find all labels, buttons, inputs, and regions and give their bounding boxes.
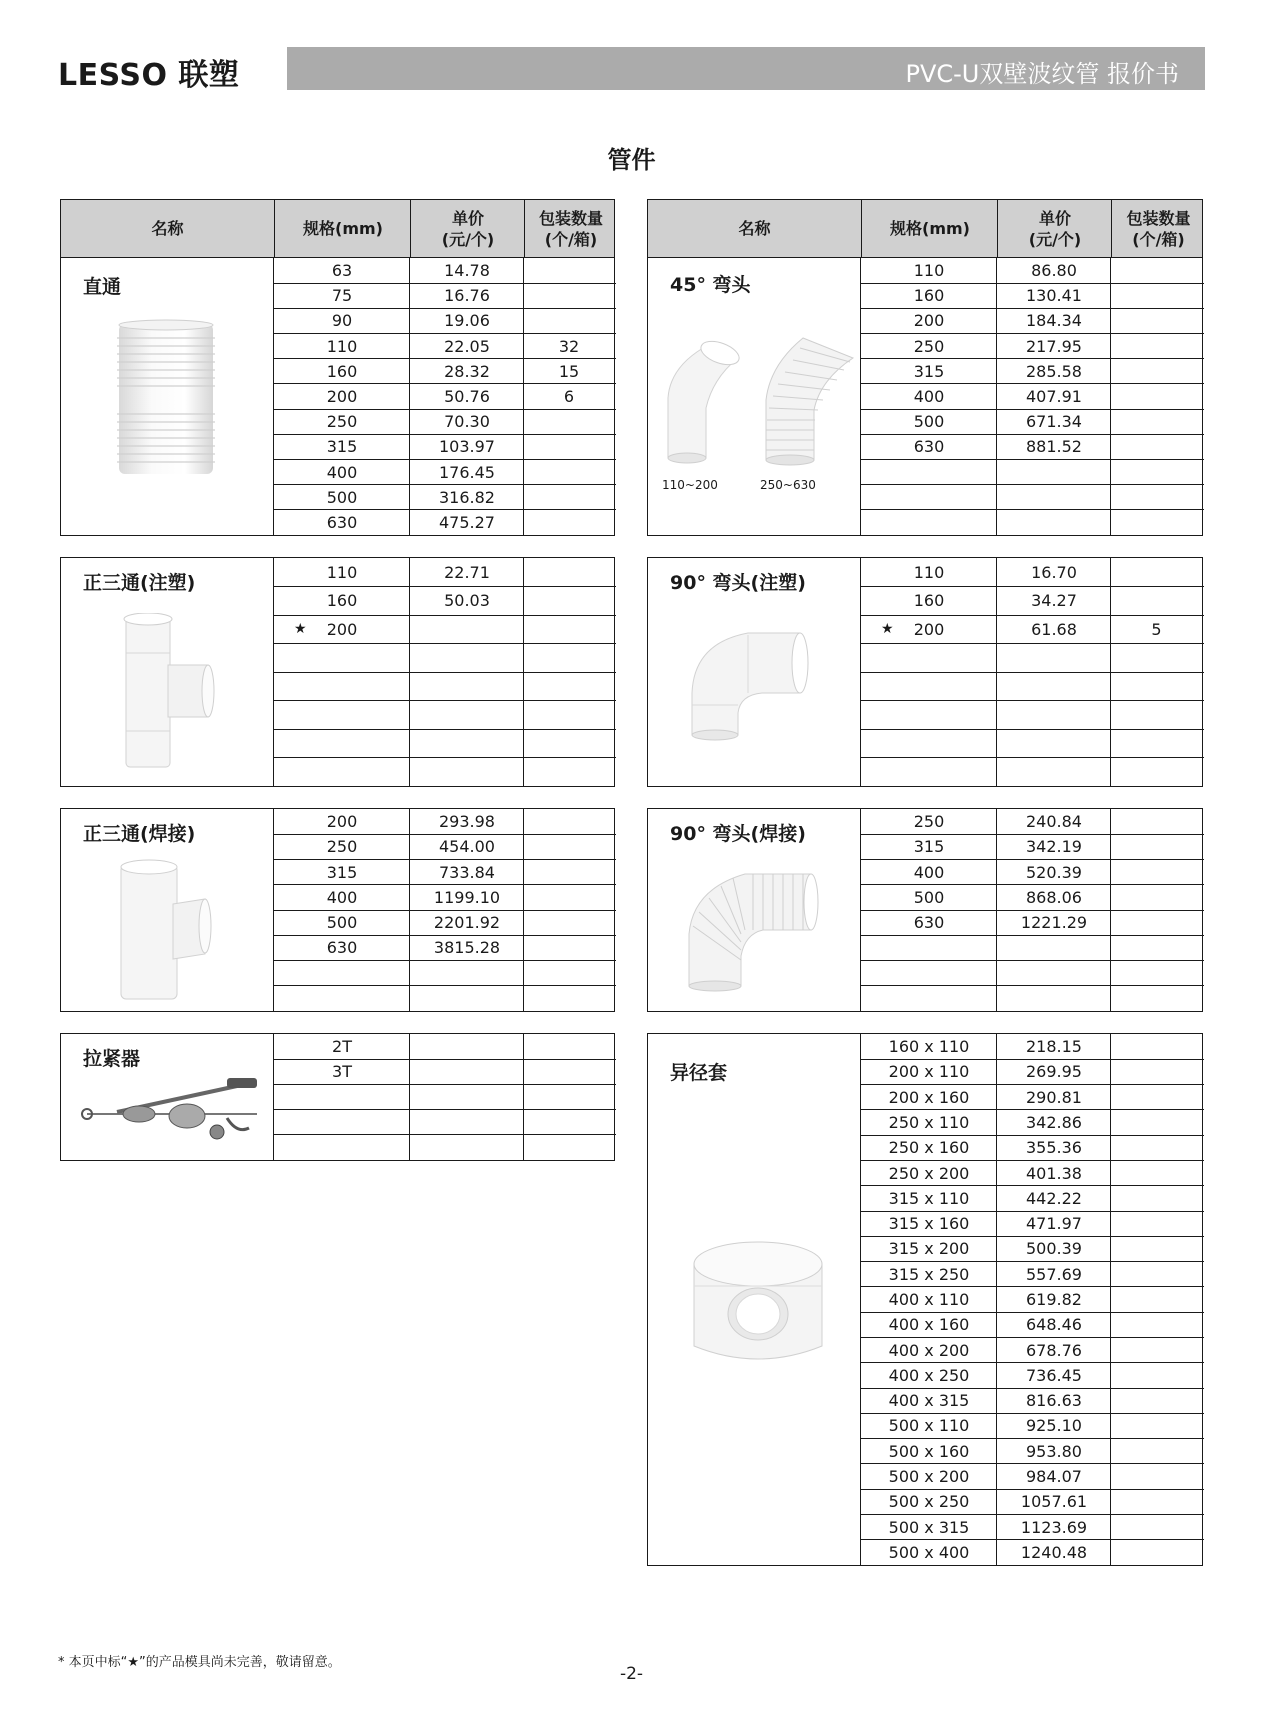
header-price: 单价 (元/个) xyxy=(410,200,525,257)
price-cell xyxy=(410,1084,524,1109)
pack-cell xyxy=(1111,1337,1202,1362)
spec-cell: 500 x 400 xyxy=(888,1542,970,1562)
pack-cell xyxy=(524,834,614,859)
price-cell xyxy=(997,729,1111,758)
pack-cell xyxy=(524,758,614,787)
spec-cell: 250 xyxy=(326,412,358,432)
spec-cell: 400 xyxy=(913,862,945,882)
price-cell: 1221.29 xyxy=(1020,913,1088,933)
spec-cell: 630 xyxy=(913,913,945,933)
pack-cell xyxy=(1111,1135,1202,1160)
price-cell xyxy=(410,644,524,673)
spec-cell: 315 x 200 xyxy=(888,1239,970,1259)
spec-cell: 400 x 250 xyxy=(888,1365,970,1385)
straight-coupling-image xyxy=(111,318,221,478)
pack-cell xyxy=(1111,359,1202,384)
price-cell xyxy=(410,986,524,1011)
price-cell xyxy=(410,701,524,730)
pack-cell xyxy=(1111,961,1202,986)
price-cell xyxy=(410,961,524,986)
pack-cell xyxy=(524,1110,614,1135)
pack-cell: 5 xyxy=(1151,619,1162,639)
price-cell: 401.38 xyxy=(1026,1163,1082,1183)
price-cell: 454.00 xyxy=(439,837,495,857)
pack-cell xyxy=(1111,1186,1202,1211)
spec-cell: 630 xyxy=(326,512,358,532)
header-name: 名称 xyxy=(151,219,184,238)
pack-cell xyxy=(1111,1085,1202,1110)
product-name: 90° 弯头(焊接) xyxy=(670,823,806,845)
pack-cell xyxy=(1111,1160,1202,1185)
lesso-logo: LESSO 联塑 xyxy=(58,58,240,93)
price-cell xyxy=(997,935,1111,960)
pack-cell xyxy=(1111,1489,1202,1514)
block-straight xyxy=(60,257,615,536)
pack-cell xyxy=(1111,701,1202,730)
pack-cell xyxy=(1111,308,1202,333)
price-cell: 984.07 xyxy=(1026,1466,1082,1486)
product-name: 正三通(焊接) xyxy=(83,823,196,845)
price-cell: 342.19 xyxy=(1026,837,1082,857)
price-cell: 50.03 xyxy=(444,591,490,611)
caption-large-sizes: 250~630 xyxy=(760,478,816,492)
spec-cell: 110 xyxy=(326,562,358,582)
price-cell: 3815.28 xyxy=(433,938,501,958)
pack-cell xyxy=(524,615,614,644)
spec-cell: 315 xyxy=(913,361,945,381)
price-cell: 557.69 xyxy=(1026,1264,1082,1284)
spec-cell: 250 x 200 xyxy=(888,1163,970,1183)
pack-cell xyxy=(524,308,614,333)
pack-cell xyxy=(524,961,614,986)
pack-cell xyxy=(1111,258,1202,283)
spec-cell xyxy=(861,701,997,730)
pack-cell xyxy=(1111,860,1202,885)
spec-cell xyxy=(861,485,997,510)
price-cell: 733.84 xyxy=(439,862,495,882)
spec-cell: 250 x 160 xyxy=(888,1138,970,1158)
price-cell: 293.98 xyxy=(439,812,495,832)
pack-cell xyxy=(1111,672,1202,701)
header-spec: 规格(mm) xyxy=(274,200,411,257)
spec-cell: 500 x 200 xyxy=(888,1466,970,1486)
block-elbow90-welded xyxy=(647,808,1203,1012)
pack-cell xyxy=(1111,729,1202,758)
pack-cell xyxy=(1111,1211,1202,1236)
spec-cell xyxy=(861,672,997,701)
spec-cell: 160 xyxy=(913,591,945,611)
pack-cell xyxy=(1111,758,1202,787)
spec-cell xyxy=(274,644,410,673)
spec-cell: 90 xyxy=(331,311,353,331)
product-name: 拉紧器 xyxy=(83,1048,141,1070)
price-cell: 2201.92 xyxy=(433,913,501,933)
pack-cell xyxy=(524,485,614,510)
price-cell: 1240.48 xyxy=(1020,1542,1088,1562)
header-name: 名称 xyxy=(738,219,771,238)
spec-cell: 200 x 160 xyxy=(888,1087,970,1107)
pack-cell xyxy=(524,1084,614,1109)
price-cell: 407.91 xyxy=(1026,386,1082,406)
pack-cell xyxy=(1111,434,1202,459)
product-name: 90° 弯头(注塑) xyxy=(670,572,806,594)
pack-cell xyxy=(1111,1110,1202,1135)
spec-cell: 75 xyxy=(331,286,353,306)
spec-cell xyxy=(861,935,997,960)
price-cell: 184.34 xyxy=(1026,311,1082,331)
spec-cell: 315 xyxy=(913,837,945,857)
pack-cell xyxy=(1111,510,1202,535)
pack-cell xyxy=(1111,1540,1202,1565)
price-cell: 442.22 xyxy=(1026,1188,1082,1208)
price-cell: 22.71 xyxy=(444,562,490,582)
price-cell: 176.45 xyxy=(439,462,495,482)
block-elbow45 xyxy=(647,257,1203,536)
pack-cell xyxy=(524,986,614,1011)
spec-cell: 500 xyxy=(326,487,358,507)
price-cell: 1057.61 xyxy=(1020,1492,1088,1512)
price-cell: 342.86 xyxy=(1026,1112,1082,1132)
spec-cell: 63 xyxy=(331,261,353,281)
pack-cell xyxy=(1111,986,1202,1011)
price-cell: 19.06 xyxy=(444,311,490,331)
price-cell xyxy=(410,1059,524,1084)
pack-cell xyxy=(1111,1413,1202,1438)
spec-cell: 500 x 160 xyxy=(888,1441,970,1461)
pack-cell: 6 xyxy=(563,386,575,406)
price-cell: 671.34 xyxy=(1026,412,1082,432)
spec-cell: 400 xyxy=(326,887,358,907)
spec-cell xyxy=(274,1084,410,1109)
spec-cell xyxy=(861,459,997,484)
right-table-header xyxy=(647,199,1203,258)
tee-injection-image xyxy=(111,613,221,773)
spec-cell: 500 x 315 xyxy=(888,1517,970,1537)
footnote: * 本页中标“★”的产品模具尚未完善，敬请留意。 xyxy=(58,1655,341,1670)
spec-cell: 200 xyxy=(326,386,358,406)
pack-cell xyxy=(524,860,614,885)
price-cell: 816.63 xyxy=(1026,1391,1082,1411)
caption-small-sizes: 110~200 xyxy=(662,478,718,492)
spec-cell xyxy=(861,961,997,986)
spec-cell xyxy=(274,672,410,701)
pack-cell xyxy=(1111,334,1202,359)
price-cell: 86.80 xyxy=(1031,261,1077,281)
spec-cell: 110 xyxy=(913,261,945,281)
price-cell: 16.76 xyxy=(444,286,490,306)
block-elbow90-injection xyxy=(647,557,1203,787)
pack-cell xyxy=(1111,910,1202,935)
spec-cell: 200 xyxy=(913,619,945,639)
pack-cell xyxy=(1111,1262,1202,1287)
price-cell: 736.45 xyxy=(1026,1365,1082,1385)
reducer-image xyxy=(688,1234,828,1374)
spec-cell: 2T xyxy=(332,1037,352,1057)
price-cell xyxy=(997,961,1111,986)
pack-cell xyxy=(524,258,614,283)
pack-cell xyxy=(1111,283,1202,308)
product-name: 正三通(注塑) xyxy=(83,572,196,594)
price-cell xyxy=(997,986,1111,1011)
price-cell: 471.97 xyxy=(1026,1214,1082,1234)
price-cell xyxy=(410,1034,524,1059)
pack-cell xyxy=(1111,1439,1202,1464)
pack-cell xyxy=(524,885,614,910)
spec-cell: 400 x 315 xyxy=(888,1391,970,1411)
pack-cell xyxy=(1111,1363,1202,1388)
price-cell: 881.52 xyxy=(1026,437,1082,457)
price-cell xyxy=(410,672,524,701)
price-cell: 868.06 xyxy=(1026,887,1082,907)
pack-cell xyxy=(524,935,614,960)
spec-cell: 500 xyxy=(326,913,358,933)
pack-cell xyxy=(1111,809,1202,834)
price-cell xyxy=(997,510,1111,535)
spec-cell: 110 xyxy=(326,336,358,356)
price-cell xyxy=(997,459,1111,484)
price-cell xyxy=(410,1135,524,1160)
price-cell: 103.97 xyxy=(439,437,495,457)
pack-cell xyxy=(1111,587,1202,616)
spec-cell: 400 x 110 xyxy=(888,1289,970,1309)
spec-cell xyxy=(274,961,410,986)
spec-cell: 250 xyxy=(913,336,945,356)
spec-cell: 315 xyxy=(326,862,358,882)
price-cell: 500.39 xyxy=(1026,1239,1082,1259)
pack-cell xyxy=(524,1135,614,1160)
spec-cell xyxy=(861,510,997,535)
price-cell: 619.82 xyxy=(1026,1289,1082,1309)
pack-cell xyxy=(1111,935,1202,960)
header-pack: 包装数量 (个/箱) xyxy=(524,200,617,257)
price-cell xyxy=(997,485,1111,510)
pack-cell xyxy=(524,809,614,834)
spec-cell: 3T xyxy=(332,1062,352,1082)
pack-cell xyxy=(1111,834,1202,859)
elbow45-large-image xyxy=(758,330,858,470)
price-cell xyxy=(410,758,524,787)
product-name: 直通 xyxy=(83,276,122,298)
spec-cell: 160 xyxy=(913,286,945,306)
left-table-header xyxy=(60,199,615,258)
spec-cell: 315 x 110 xyxy=(888,1188,970,1208)
spec-cell: 160 x 110 xyxy=(888,1037,970,1057)
tee-welded-image xyxy=(113,859,223,1004)
pack-cell xyxy=(524,672,614,701)
pack-cell xyxy=(524,510,614,535)
pack-cell xyxy=(1111,558,1202,587)
pack-cell xyxy=(524,1034,614,1059)
page-number: -2- xyxy=(619,1664,644,1684)
spec-cell: 400 xyxy=(913,386,945,406)
spec-cell xyxy=(861,758,997,787)
pack-cell xyxy=(524,729,614,758)
spec-cell: 400 x 160 xyxy=(888,1315,970,1335)
price-cell: 953.80 xyxy=(1026,1441,1082,1461)
price-cell xyxy=(997,672,1111,701)
spec-cell xyxy=(274,701,410,730)
spec-cell xyxy=(274,758,410,787)
pack-cell xyxy=(524,1059,614,1084)
pack-cell xyxy=(1111,485,1202,510)
price-cell: 218.15 xyxy=(1026,1037,1082,1057)
spec-cell: 315 xyxy=(326,437,358,457)
pack-cell xyxy=(524,558,614,587)
header-price: 单价 (元/个) xyxy=(997,200,1112,257)
spec-cell: 400 xyxy=(326,462,358,482)
pack-cell: 15 xyxy=(558,361,580,381)
spec-cell xyxy=(274,729,410,758)
tensioner-image xyxy=(77,1072,267,1152)
block-reducer xyxy=(647,1033,1203,1566)
header-spec: 规格(mm) xyxy=(861,200,998,257)
block-tee-injection xyxy=(60,557,615,787)
pack-cell xyxy=(1111,1514,1202,1539)
spec-cell: 200 xyxy=(913,311,945,331)
price-cell: 240.84 xyxy=(1026,812,1082,832)
spec-cell xyxy=(861,729,997,758)
elbow90-injection-image xyxy=(688,623,818,743)
price-cell: 925.10 xyxy=(1026,1416,1082,1436)
page-title: 管件 xyxy=(607,146,656,174)
pack-cell xyxy=(1111,1464,1202,1489)
price-cell: 285.58 xyxy=(1026,361,1082,381)
price-cell: 28.32 xyxy=(444,361,490,381)
price-cell: 217.95 xyxy=(1026,336,1082,356)
spec-cell: 400 x 200 xyxy=(888,1340,970,1360)
spec-cell: 500 x 250 xyxy=(888,1492,970,1512)
price-cell: 648.46 xyxy=(1026,1315,1082,1335)
block-tee-welded xyxy=(60,808,615,1012)
spec-cell xyxy=(274,986,410,1011)
elbow90-welded-image xyxy=(683,864,823,994)
spec-cell: 500 x 110 xyxy=(888,1416,970,1436)
spec-cell xyxy=(274,1135,410,1160)
pack-cell xyxy=(524,459,614,484)
price-cell: 130.41 xyxy=(1026,286,1082,306)
price-cell: 70.30 xyxy=(444,412,490,432)
spec-cell: 500 xyxy=(913,887,945,907)
price-cell: 1199.10 xyxy=(433,887,501,907)
header-pack: 包装数量 (个/箱) xyxy=(1111,200,1205,257)
pack-cell xyxy=(1111,1388,1202,1413)
star-marker: ★ xyxy=(881,621,894,638)
elbow45-small-image xyxy=(658,338,748,468)
price-cell xyxy=(997,758,1111,787)
document-title: PVC-U双壁波纹管 报价书 xyxy=(905,60,1179,88)
price-cell xyxy=(997,701,1111,730)
spec-cell: 630 xyxy=(913,437,945,457)
spec-cell: 500 xyxy=(913,412,945,432)
block-tensioner xyxy=(60,1033,615,1161)
price-cell xyxy=(410,615,524,644)
spec-cell: 315 x 160 xyxy=(888,1214,970,1234)
product-name: 45° 弯头 xyxy=(670,274,751,296)
price-cell: 678.76 xyxy=(1026,1340,1082,1360)
star-marker: ★ xyxy=(294,621,307,638)
price-cell: 16.70 xyxy=(1031,562,1077,582)
price-cell: 475.27 xyxy=(439,512,495,532)
spec-cell: 110 xyxy=(913,562,945,582)
spec-cell: 160 xyxy=(326,361,358,381)
spec-cell: 250 xyxy=(913,812,945,832)
price-cell: 34.27 xyxy=(1031,591,1077,611)
pack-cell xyxy=(524,434,614,459)
pack-cell xyxy=(524,644,614,673)
spec-cell xyxy=(861,644,997,673)
product-name: 异径套 xyxy=(670,1062,728,1084)
spec-cell xyxy=(861,986,997,1011)
price-cell: 355.36 xyxy=(1026,1138,1082,1158)
price-cell: 290.81 xyxy=(1026,1087,1082,1107)
price-cell xyxy=(997,644,1111,673)
price-cell xyxy=(410,729,524,758)
price-cell: 269.95 xyxy=(1026,1062,1082,1082)
spec-cell: 160 xyxy=(326,591,358,611)
price-cell: 1123.69 xyxy=(1020,1517,1088,1537)
price-cell: 50.76 xyxy=(444,386,490,406)
spec-cell: 630 xyxy=(326,938,358,958)
pack-cell xyxy=(1111,1034,1202,1059)
pack-cell xyxy=(1111,1312,1202,1337)
pack-cell xyxy=(524,587,614,616)
pack-cell xyxy=(1111,1059,1202,1084)
spec-cell: 250 xyxy=(326,837,358,857)
spec-cell: 200 xyxy=(326,619,358,639)
pack-cell xyxy=(524,283,614,308)
price-cell xyxy=(410,1110,524,1135)
pack-cell xyxy=(524,910,614,935)
pack-cell xyxy=(1111,384,1202,409)
header-bar xyxy=(287,47,1205,90)
pack-cell xyxy=(1111,409,1202,434)
price-cell: 316.82 xyxy=(439,487,495,507)
spec-cell: 315 x 250 xyxy=(888,1264,970,1284)
spec-cell: 200 x 110 xyxy=(888,1062,970,1082)
pack-cell xyxy=(524,409,614,434)
pack-cell xyxy=(1111,885,1202,910)
pack-cell xyxy=(1111,1287,1202,1312)
pack-cell xyxy=(1111,459,1202,484)
price-cell: 520.39 xyxy=(1026,862,1082,882)
pack-cell xyxy=(1111,1236,1202,1261)
price-cell: 61.68 xyxy=(1031,619,1077,639)
price-cell: 14.78 xyxy=(444,261,490,281)
spec-cell xyxy=(274,1110,410,1135)
spec-cell: 250 x 110 xyxy=(888,1112,970,1132)
spec-cell: 200 xyxy=(326,812,358,832)
pack-cell xyxy=(1111,644,1202,673)
pack-cell: 32 xyxy=(558,336,580,356)
price-cell: 22.05 xyxy=(444,336,490,356)
pack-cell xyxy=(524,701,614,730)
